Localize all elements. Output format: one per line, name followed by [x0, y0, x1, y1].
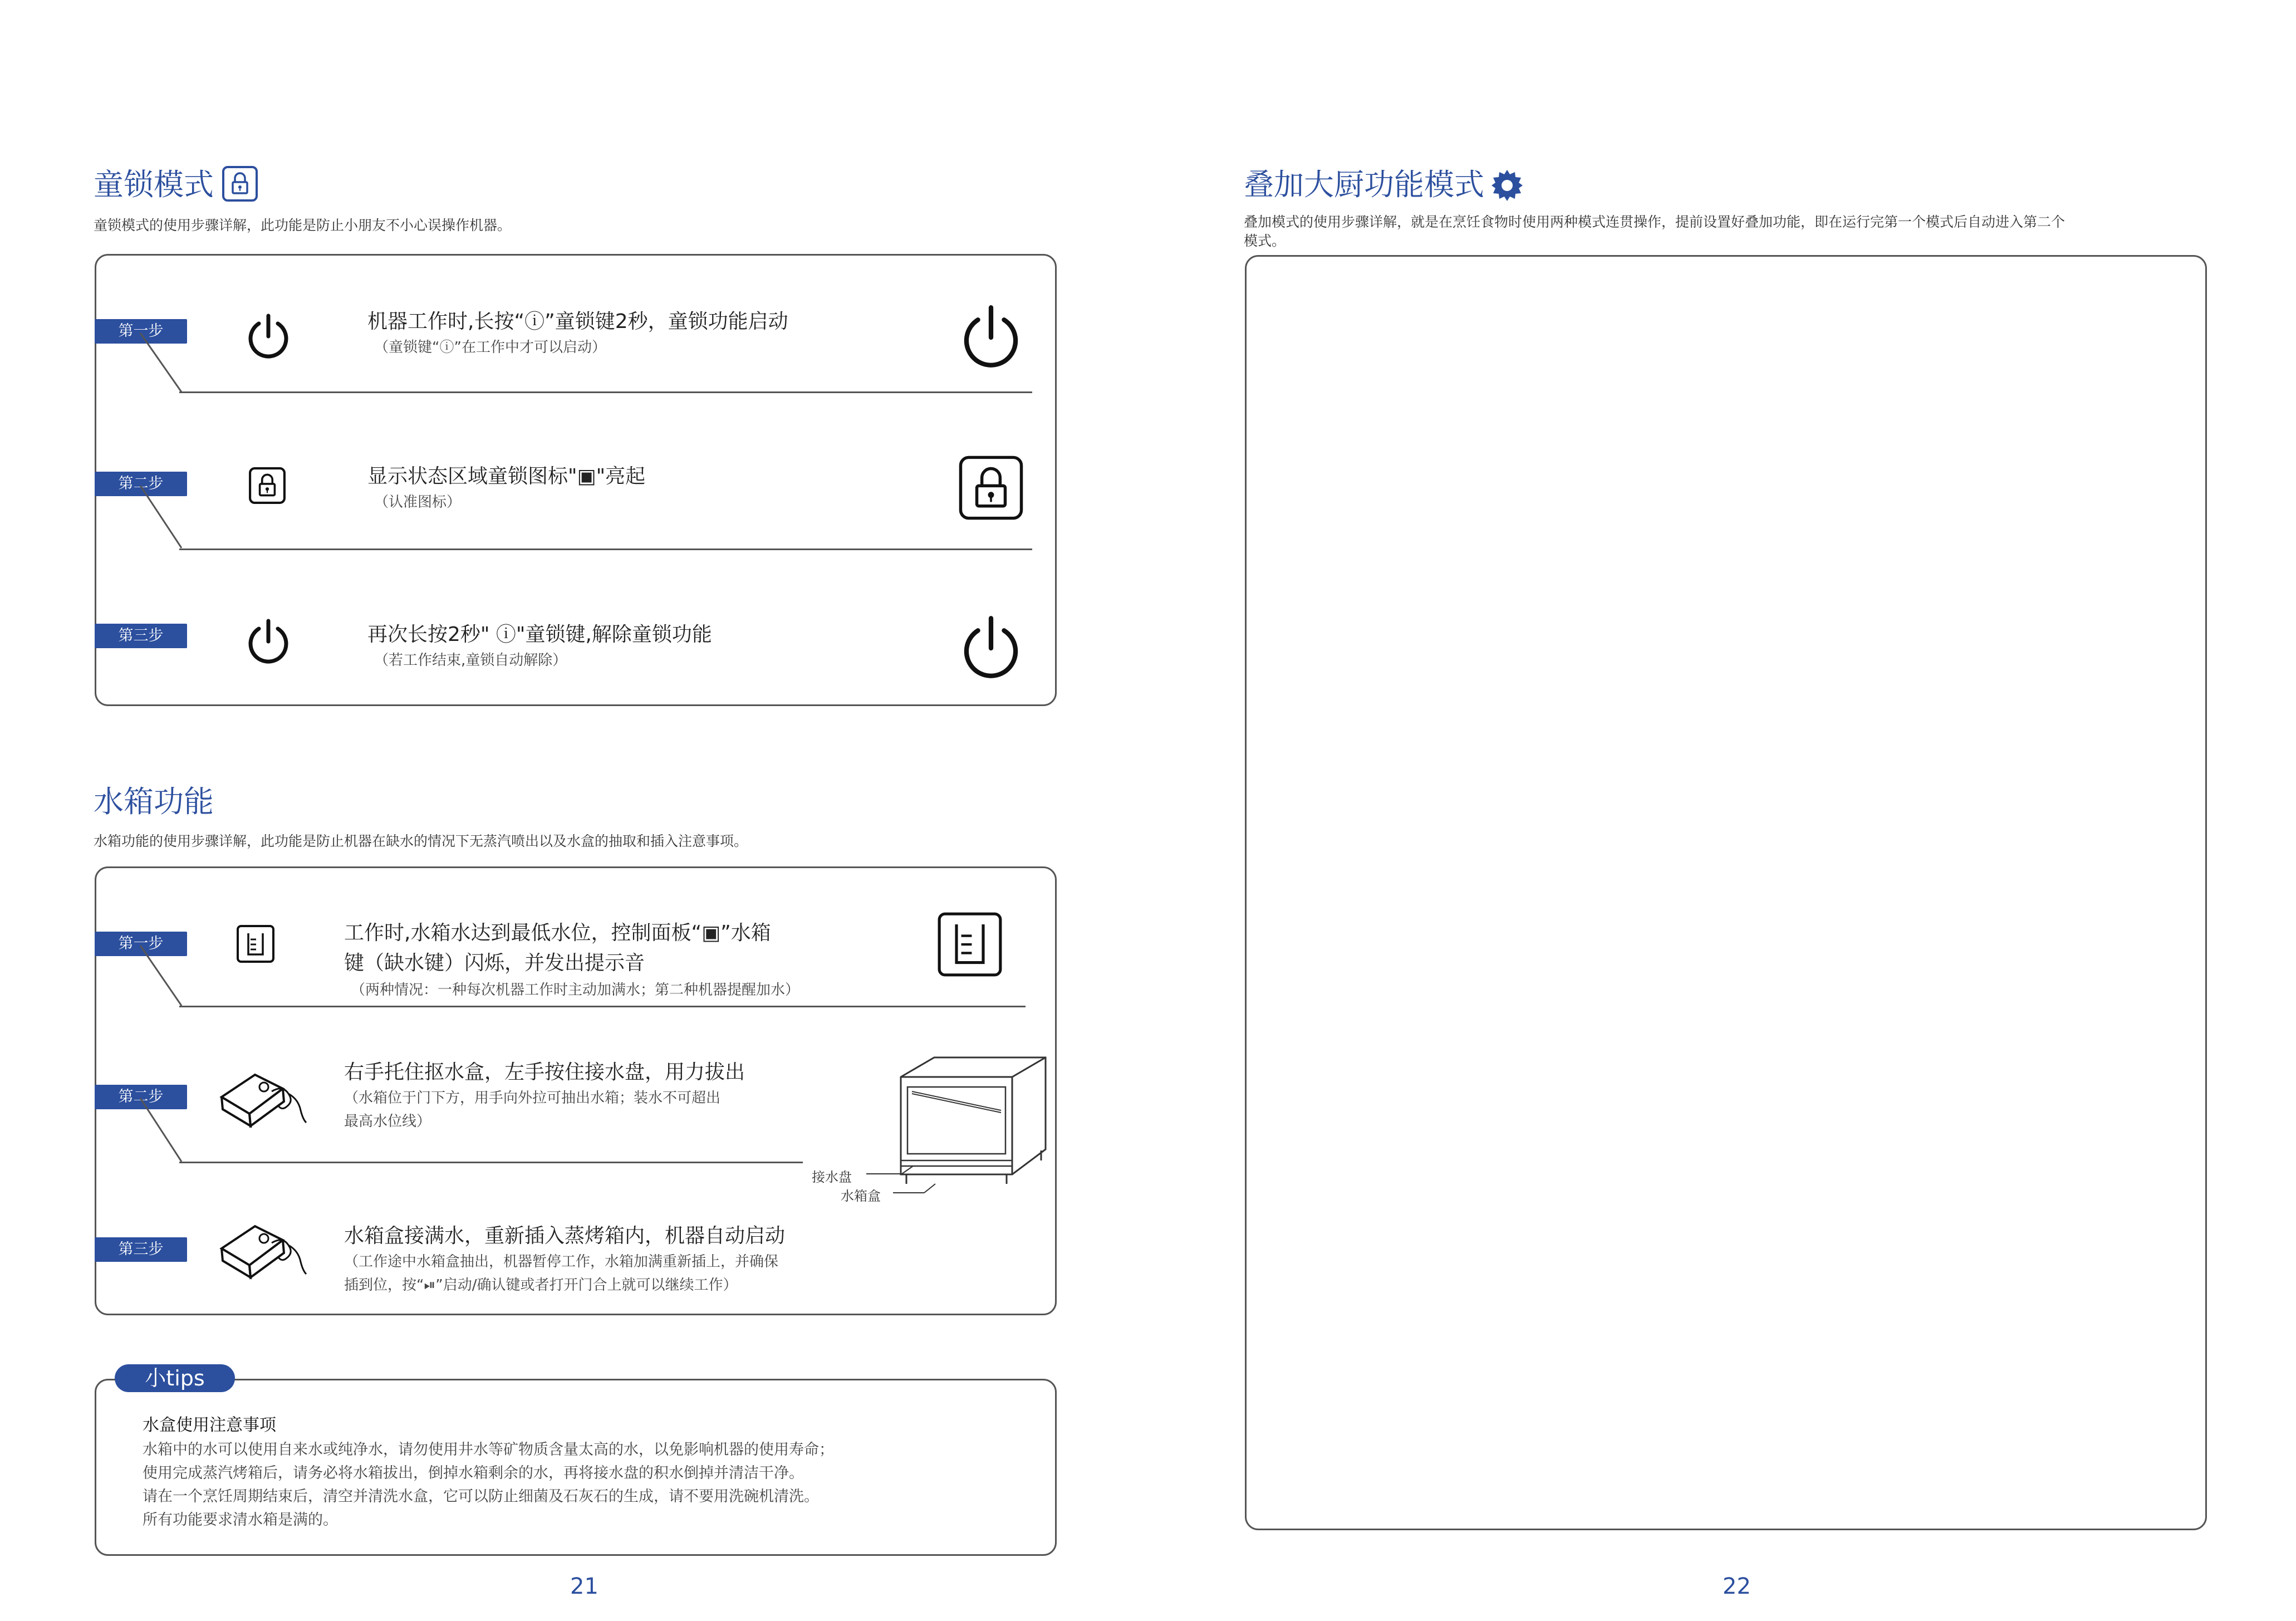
power-icon: [239, 307, 297, 365]
tips-tag: 小tips: [115, 1364, 235, 1392]
tips-line: 请在一个烹饪周期结束后，清空并清洗水盒，它可以防止细菌及石灰石的生成，请不要用洗碗机清洗。: [143, 1488, 819, 1505]
step-note-text: （水箱位于门下方，用手向外拉可抽出水箱；装水不可超出: [344, 1090, 721, 1106]
page-number: 22: [1723, 1574, 1751, 1599]
water-tank-icon: [230, 919, 281, 969]
tips-line: 所有功能要求清水箱是满的。: [143, 1511, 338, 1529]
step-main-text: 工作时,水箱水达到最低水位，控制面板“▣”水箱: [344, 922, 771, 944]
lock-icon: [245, 463, 290, 508]
step-tag: 第二步: [95, 1085, 187, 1109]
step-main-text: 水箱盒接满水，重新插入蒸烤箱内，机器自动启动: [344, 1225, 786, 1247]
step-note-text: （童锁键“ⓘ”在工作中才可以启动）: [374, 339, 606, 356]
step-note-text: （若工作结束,童锁自动解除）: [374, 652, 567, 669]
power-icon-large: [952, 298, 1030, 376]
tips-heading: 水盒使用注意事项: [143, 1416, 276, 1435]
lock-icon-large: [956, 453, 1026, 522]
step-note-text-line2: 最高水位线）: [344, 1113, 431, 1130]
divider-slant: [139, 944, 184, 1008]
divider: [179, 1162, 803, 1163]
child-lock-title: 童锁模式: [94, 167, 214, 202]
divider-slant: [139, 1097, 184, 1164]
divider-slant: [139, 484, 184, 550]
tips-line: 使用完成蒸汽烤箱后，请务必将水箱拔出，倒掉水箱剩余的水，再将接水盘的积水倒掉并清洁干净。: [143, 1465, 804, 1482]
step-tag: 第一步: [95, 319, 187, 344]
step-main-text: 机器工作时,长按“ⓘ”童锁键2秒，童锁功能启动: [367, 310, 788, 333]
chef-gear-icon: [1490, 168, 1524, 205]
divider: [179, 549, 1032, 550]
tips-line: 水箱中的水可以使用自来水或纯净水，请勿使用井水等矿物质含量太高的水，以免影响机器的使用寿命；: [143, 1441, 834, 1458]
water-tank-title: 水箱功能: [94, 784, 214, 819]
page-number: 21: [570, 1574, 598, 1599]
step-tag: 第二步: [95, 472, 187, 496]
hand-insert-tank-icon: [210, 1209, 311, 1290]
label-water-tray: 接水盘: [812, 1169, 852, 1185]
step-tag: 第一步: [95, 932, 187, 956]
step-tag: 第三步: [95, 1237, 187, 1262]
divider: [179, 391, 1032, 393]
step-note-text: （工作途中水箱盒抽出，机器暂停工作，水箱加满重新插上，并确保: [344, 1253, 779, 1270]
step-tag: 第三步: [95, 624, 187, 648]
child-lock-subtitle: 童锁模式的使用步骤详解，此功能是防止小朋友不小心误操作机器。: [94, 217, 512, 233]
step-note-text: （认准图标）: [374, 494, 462, 511]
water-tank-icon-large: [935, 910, 1004, 979]
step-note-text: （两种情况：一种每次机器工作时主动加满水；第二种机器提醒加水）: [351, 982, 800, 998]
divider-slant: [139, 332, 184, 394]
chef-mode-subtitle-line2: 模式。: [1244, 233, 1286, 249]
power-icon-large: [952, 609, 1030, 687]
step-main-text: 右手托住抠水盒，左手按住接水盘，用力拔出: [344, 1061, 745, 1084]
lock-icon: [222, 165, 258, 204]
label-water-box: 水箱盒: [841, 1188, 881, 1204]
hand-pull-tank-icon: [210, 1058, 311, 1138]
chef-mode-panel: [1245, 255, 2207, 1530]
chef-mode-subtitle: 叠加模式的使用步骤详解，就是在烹饪食物时使用两种模式连贯操作，提前设置好叠加功能，即在运行完第一个模式后自动进入第二个: [1244, 214, 2066, 230]
step-main-text: 显示状态区域童锁图标"▣"亮起: [367, 465, 646, 488]
label-leader-lines: [863, 1164, 941, 1203]
water-tank-subtitle: 水箱功能的使用步骤详解，此功能是防止机器在缺水的情况下无蒸汽喷出以及水盒的抽取和插入注意事项。: [94, 833, 748, 849]
step-main-text: 再次长按2秒" ⓘ"童锁键,解除童锁功能: [367, 623, 712, 646]
step-main-text-line2: 键（缺水键）闪烁，并发出提示音: [344, 952, 645, 974]
power-icon: [239, 613, 297, 670]
chef-mode-title: 叠加大厨功能模式: [1244, 167, 1484, 202]
step-note-text-line2: 插到位，按“⏯”启动/确认键或者打开门合上就可以继续工作）: [344, 1277, 738, 1294]
divider: [179, 1006, 1026, 1007]
